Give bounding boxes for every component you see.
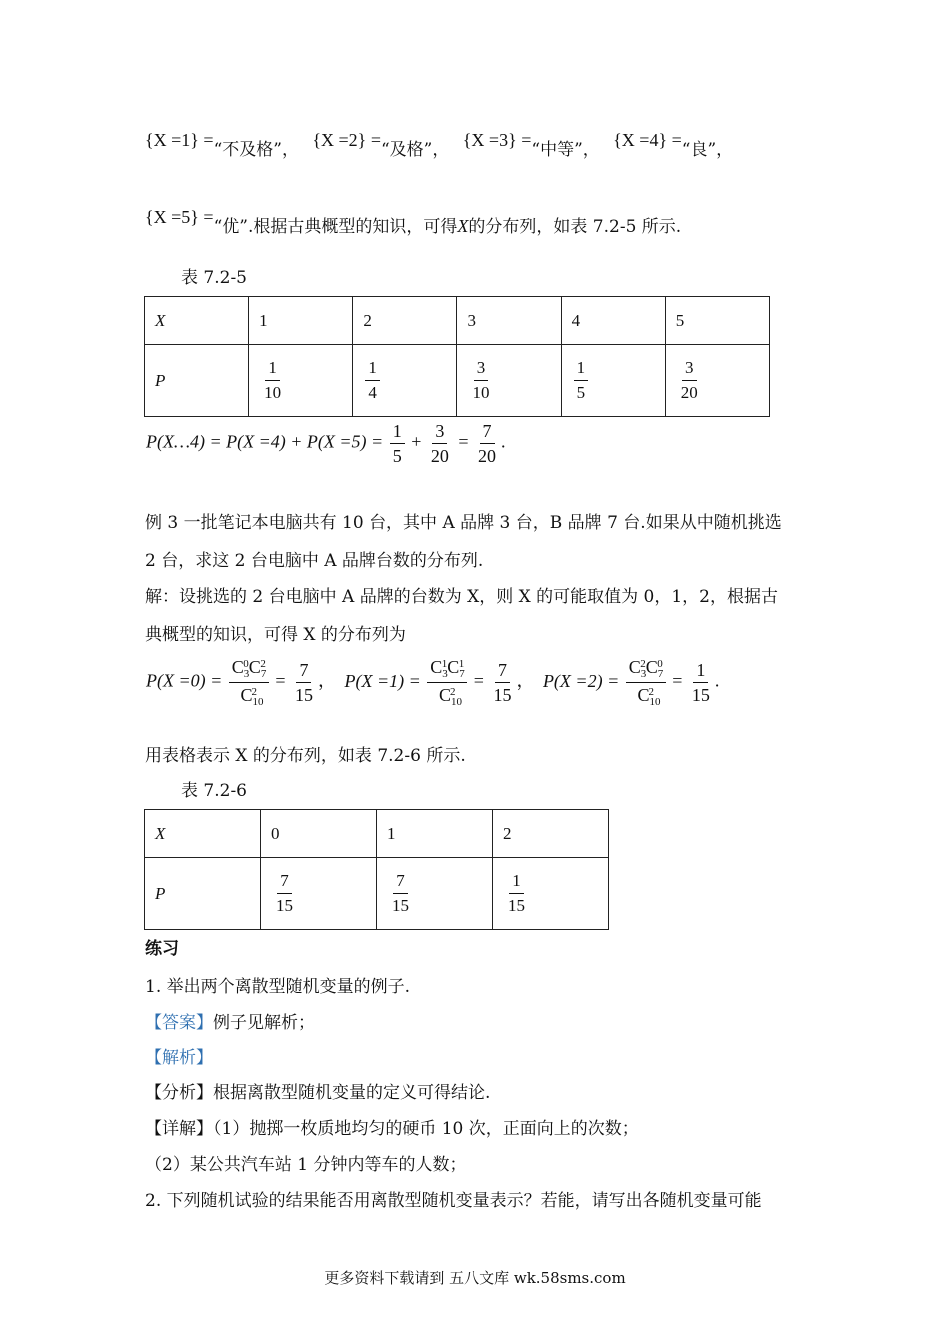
p-x-0: P(X =0) = — [146, 670, 223, 691]
fraction: $\frac{1}{5}$ — [390, 420, 405, 467]
formula-lhs: P(X…4) = P(X =4) + P(X =5) = — [146, 431, 384, 452]
exercise-heading: 练习 — [145, 939, 179, 959]
table-row-p — [145, 345, 770, 417]
table-cell: 3 — [457, 297, 561, 345]
example-3-line-2: 2 台，求这 2 台电脑中 A 品牌台数的分布列. — [145, 551, 484, 571]
fraction: $\frac{1}{4}$ — [365, 357, 380, 404]
table-intro: 用表格表示 X 的分布列，如表 7.2-6 所示. — [145, 746, 466, 766]
row-label-x: X — [145, 297, 249, 345]
event-x4: {X =4} = — [613, 130, 682, 150]
event-definitions-line-1 — [145, 126, 734, 160]
example-3-line-1: 例 3 一批笔记本电脑共有 10 台，其中 A 品牌 3 台，B 品牌 7 台.如果从中随机挑选 — [145, 513, 782, 533]
solution-line-2: 典概型的知识，可得 X 的分布列为 — [145, 625, 406, 645]
event-x2: {X =2} = — [312, 130, 381, 150]
event-definitions-line-2 — [145, 203, 682, 237]
answer-line — [145, 1008, 315, 1033]
variable-x: X — [457, 216, 469, 236]
probability-formula-2: P(X =0) = $\frac{C_3^0C_7^2}{C_{10}^2}$ = $\frac{7}{15}$ ， P(X =1) = $\frac{C_3^1C_7^1}{C_{10}^2}$ = $\frac{7}{15}$ ， P(X =2) = $\frac{C_3^2C_7^0}{C_{10}^2}$ = $\frac{1}{15}$ . — [146, 657, 720, 708]
detail-line-1: 【详解】（1）抛掷一枚质地均匀的硬币 10 次，正面向上的次数； — [145, 1119, 639, 1139]
line-2-rest: 的分布列，如表 7.2-5 所示. — [468, 217, 682, 237]
table-row-x — [145, 810, 609, 858]
table-cell: 1 — [377, 810, 493, 858]
fraction: $\frac{7}{15}$ — [276, 871, 293, 915]
table-cell — [665, 345, 769, 417]
answer-text: 例子见解析； — [213, 1013, 315, 1033]
fraction: $\frac{7}{15}$ — [294, 660, 313, 705]
distribution-table-7-2-5 — [144, 296, 770, 417]
question-2: 2. 下列随机试验的结果能否用离散型随机变量表示？若能，请写出各随机变量可能 — [145, 1191, 762, 1211]
fraction: $\frac{3}{10}$ — [472, 358, 490, 402]
analysis-line: 【分析】根据离散型随机变量的定义可得结论. — [145, 1083, 491, 1103]
table-cell — [493, 858, 609, 930]
answer-tag: 【答案】 — [145, 1013, 213, 1033]
table-row-p — [145, 858, 609, 930]
table-cell: 4 — [561, 297, 665, 345]
fraction: $\frac{1}{5}$ — [574, 357, 589, 404]
row-label-p: P — [145, 345, 249, 417]
detail-line-2: （2）某公共汽车站 1 分钟内等车的人数； — [145, 1155, 467, 1175]
event-x3: {X =3} = — [462, 130, 532, 150]
row-label-x: X — [145, 810, 261, 858]
solution-line-1: 解：设挑选的 2 台电脑中 A 品牌的台数为 X，则 X 的可能取值为 0，1，2，根据古 — [145, 587, 778, 607]
page-footer: 更多资料下载请到 五八文库 wk.58sms.com — [324, 1269, 626, 1287]
p-x-1: P(X =1) = — [344, 670, 421, 691]
distribution-table-7-2-6 — [144, 809, 609, 930]
p-x-2: P(X =2) = — [542, 670, 620, 691]
event-x1: {X =1} = — [145, 130, 214, 150]
event-label-fail: “不及格”， — [213, 140, 299, 160]
fraction: $\frac{7}{15}$ — [392, 871, 409, 915]
table-cell: 5 — [665, 297, 769, 345]
event-label-excellent: “优”.根据古典概型的知识，可得 — [213, 217, 458, 237]
fraction: $\frac{1}{15}$ — [508, 871, 525, 915]
plus-sign: + — [411, 431, 422, 452]
table-cell — [457, 345, 561, 417]
table-cell: 0 — [261, 810, 377, 858]
table-cell: 2 — [353, 297, 457, 345]
question-1: 1. 举出两个离散型随机变量的例子. — [145, 977, 411, 997]
event-label-pass: “及格”， — [380, 140, 450, 160]
table-cell — [353, 345, 457, 417]
table-cell — [261, 858, 377, 930]
table-caption-7-2-6: 表 7.2-6 — [181, 781, 247, 801]
fraction: $\frac{3}{20}$ — [680, 358, 698, 402]
fraction: $\frac{3}{20}$ — [430, 421, 449, 466]
table-row-x — [145, 297, 770, 345]
event-label-medium: “中等”， — [531, 140, 600, 160]
table-cell — [377, 858, 493, 930]
combination-fraction: $\frac{C_3^0C_7^2}{C_{10}^2}$ — [229, 656, 269, 709]
table-cell: 2 — [493, 810, 609, 858]
event-x5: {X =5} = — [145, 207, 214, 227]
probability-formula-1: P(X…4) = P(X =4) + P(X =5) = $\frac{1}{5}$ + $\frac{3}{20}$ = $\frac{7}{20}$ . — [146, 421, 506, 466]
fraction: $\frac{1}{10}$ — [264, 358, 282, 402]
event-label-good: “良”， — [681, 140, 734, 160]
analysis-tag: 【解析】 — [145, 1048, 213, 1068]
fraction: $\frac{1}{15}$ — [691, 660, 710, 705]
fraction: $\frac{7}{15}$ — [493, 660, 512, 705]
combination-fraction: $\frac{C_3^2C_7^0}{C_{10}^2}$ — [626, 656, 666, 709]
table-cell: 1 — [249, 297, 353, 345]
table-caption-7-2-5: 表 7.2-5 — [181, 268, 247, 288]
fraction: $\frac{7}{20}$ — [478, 421, 496, 466]
equals-sign: = — [458, 431, 469, 452]
combination-fraction: $\frac{C_3^1C_7^1}{C_{10}^2}$ — [427, 656, 467, 709]
table-cell — [249, 345, 353, 417]
table-cell — [561, 345, 665, 417]
row-label-p: P — [145, 858, 261, 930]
